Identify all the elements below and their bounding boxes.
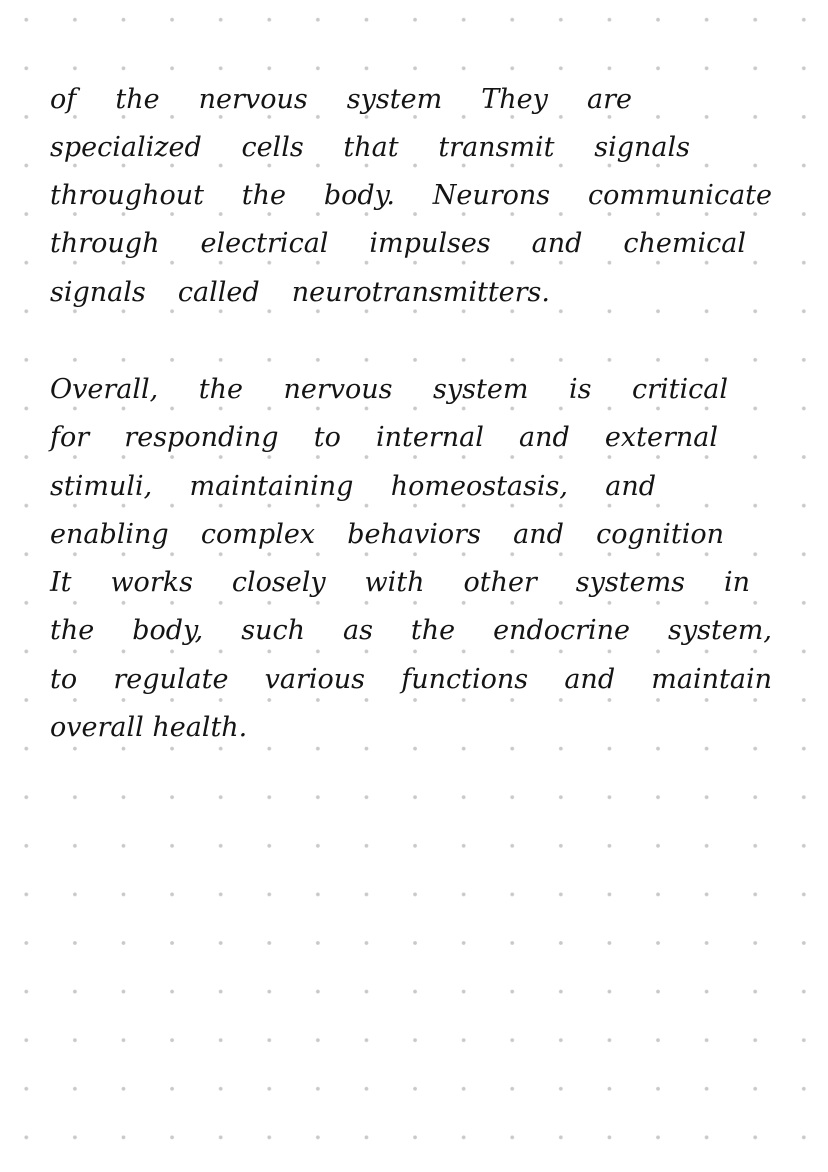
- text-line: Overall, the nervous system is critical: [50, 374, 728, 405]
- text-line: of the nervous system They are: [50, 84, 632, 115]
- text-line: specialized cells that transmit signals: [50, 132, 690, 163]
- text-line: stimuli, maintaining homeostasis, and: [50, 471, 656, 502]
- text-line: overall health.: [50, 712, 248, 743]
- text-line: for responding to internal and external: [50, 422, 718, 453]
- text-line: signals called neurotransmitters.: [50, 277, 550, 308]
- text-line: through electrical impulses and chemical: [50, 228, 746, 259]
- text-line: It works closely with other systems in: [50, 567, 750, 598]
- text-line: enabling complex behaviors and cognition: [50, 519, 724, 550]
- text-line: throughout the body. Neurons communicate: [50, 180, 772, 211]
- text-line: to regulate various functions and maintain: [50, 664, 772, 695]
- text-line: the body, such as the endocrine system,: [50, 615, 772, 646]
